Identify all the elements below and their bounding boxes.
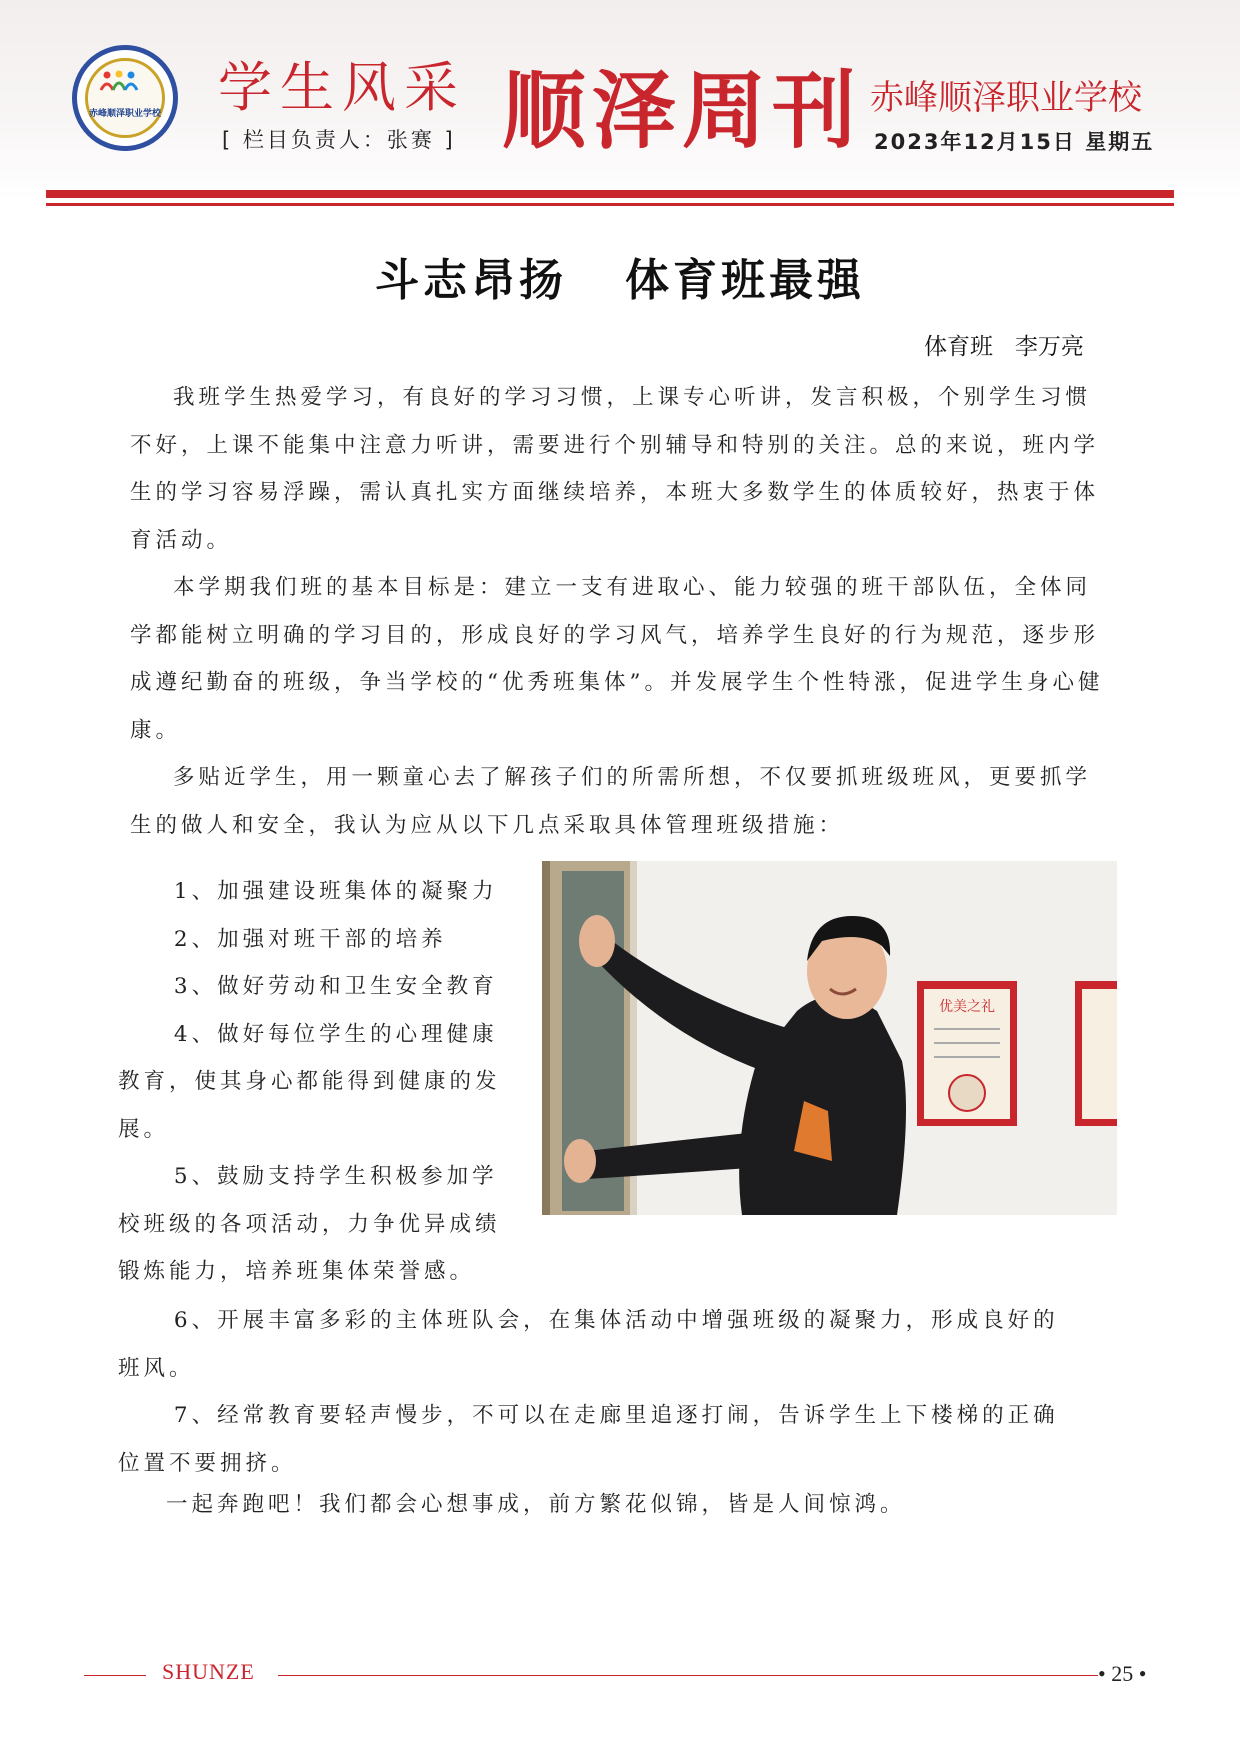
paragraph-3: 多贴近学生，用一颗童心去了解孩子们的所需所想，不仅要抓班级班风，更要抓学生的做人和安全，我认为应从以下几点采取具体管理班级措施： [130, 765, 1092, 838]
logo-school-name: 赤峰顺泽职业学校 [88, 109, 161, 119]
paragraph-2: 本学期我们班的基本目标是：建立一支有进取心、能力较强的班干部队伍，全体同学都能树立明确的学习目的，形成良好的学习风气，培养学生良好的行为规范，逐步形成遵纪勤奋的班级，争当学校的“优秀班集体”。并发展学生个性特涨，促进学生身心健康。 [130, 575, 1104, 743]
header-rule-thick [46, 190, 1174, 198]
list-item: 6、开展丰富多彩的主体班队会，在集体活动中增强班级的凝聚力，形成良好的班风。 [118, 1308, 1059, 1381]
paragraph-1: 我班学生热爱学习，有良好的学习习惯，上课专心听讲，发言积极，个别学生习惯不好，上课不能集中注意力听讲，需要进行个别辅导和特别的关注。总的来说，班内学生的学习容易浮躁，需认真扎实方面继续培养，本班大多数学生的体质较好，热衷于体育活动。 [130, 385, 1100, 553]
school-name: 赤峰顺泽职业学校 [870, 78, 1142, 118]
list-item: 3、做好劳动和卫生安全教育 [173, 974, 498, 999]
footer-rule-right [278, 1675, 1098, 1676]
school-logo [72, 45, 178, 151]
measures-list-continued [118, 1297, 1078, 1487]
footer-brand: SHUNZE [162, 1659, 255, 1684]
article-byline: 体育班 李万亮 [924, 334, 1084, 360]
article-title: 斗志昂扬 体育班最强 [375, 255, 865, 306]
student-cleaning-board-illustration [542, 861, 1117, 1215]
column-responsible: [ 栏目负责人：张赛 ] [222, 128, 456, 152]
issue-date: 2023年12月15日 星期五 [874, 130, 1155, 154]
logo-figures-icon [99, 70, 139, 96]
poster-title: 优美之礼 [939, 999, 995, 1015]
measures-list [118, 868, 523, 1296]
list-item: 7、经常教育要轻声慢步，不可以在走廊里追逐打闹，告诉学生上下楼梯的正确位置不要拥挤。 [118, 1403, 1059, 1476]
page-number: • 25 • [1098, 1661, 1147, 1686]
footer-rule-left [84, 1675, 146, 1676]
list-item: 1、加强建设班集体的凝聚力 [173, 879, 498, 904]
list-item: 5、鼓励支持学生积极参加学校班级的各项活动，力争优异成绩锻炼能力，培养班集体荣誉感。 [118, 1164, 501, 1284]
list-item: 2、加强对班干部的培养 [173, 926, 447, 952]
publication-title: 顺泽周刊 [502, 61, 863, 160]
closing-sentence: 一起奔跑吧！我们都会心想事成，前方繁花似锦，皆是人间惊鸿。 [166, 1492, 906, 1517]
list-item: 4、做好每位学生的心理健康教育，使其身心都能得到健康的发展。 [118, 1021, 501, 1142]
column-title: 学生风采 [218, 56, 466, 119]
header-rule-thin [46, 203, 1174, 206]
article-photo [542, 861, 1117, 1215]
